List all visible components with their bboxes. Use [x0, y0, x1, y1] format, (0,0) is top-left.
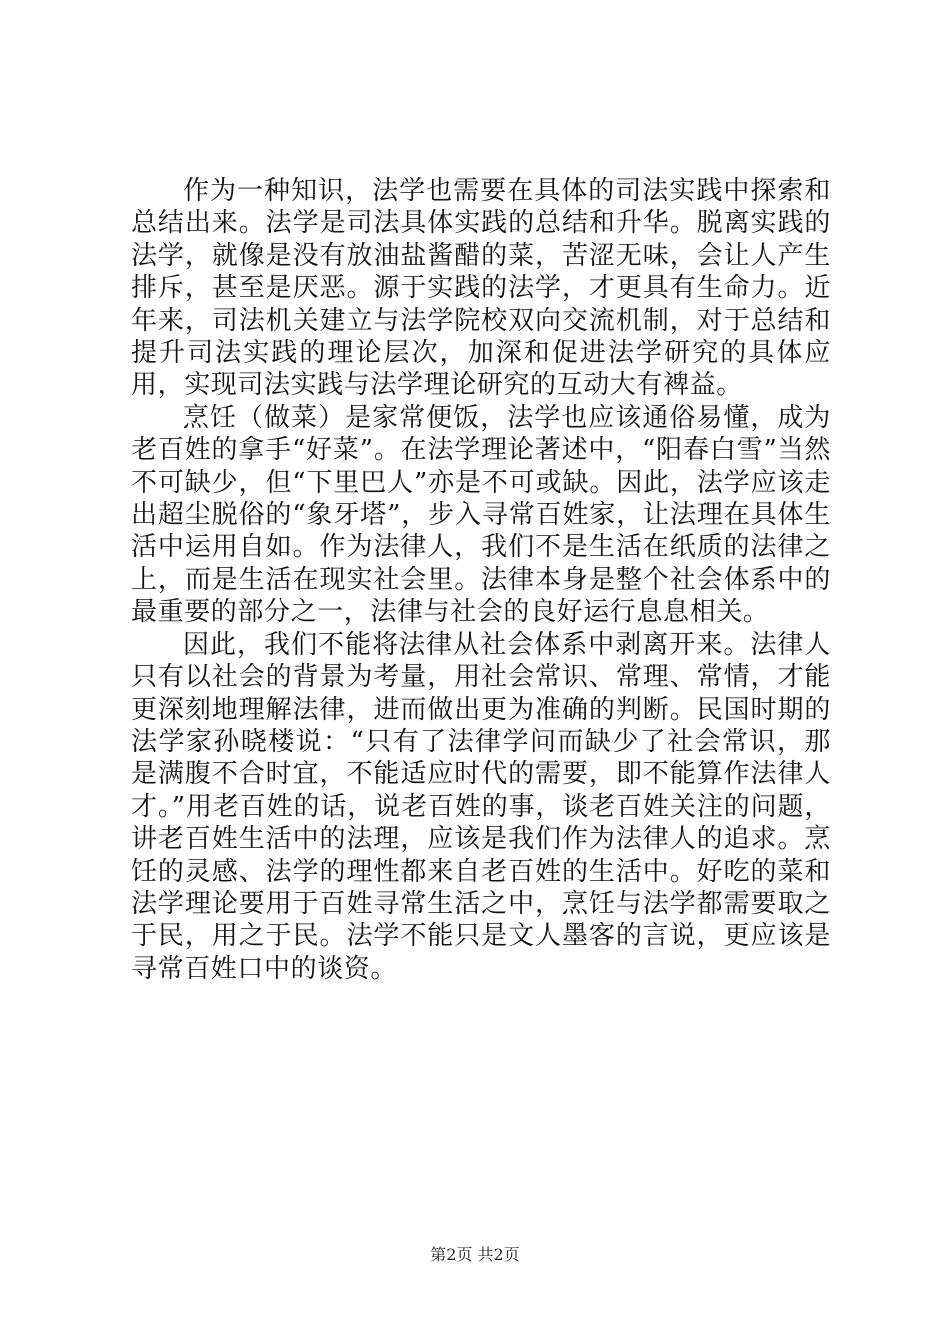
document-body	[131, 175, 831, 985]
page-number-footer: 第2页 共2页	[430, 1245, 520, 1264]
paragraph-2: 烹饪（做菜）是家常便饭，法学也应该通俗易懂，成为老百姓的拿手“好菜”。在法学理论著述中，“阳春白雪”当然不可缺少，但“下里巴人”亦是不可或缺。因此，法学应该走出超尘脱俗的“象牙塔”，步入寻常百姓家，让法理在具体生活中运用自如。作为法律人，我们不是生活在纸质的法律之上，而是生活在现实社会里。法律本身是整个社会体系中的最重要的部分之一，法律与社会的良好运行息息相关。	[131, 402, 831, 628]
paragraph-1: 作为一种知识，法学也需要在具体的司法实践中探索和总结出来。法学是司法具体实践的总结和升华。脱离实践的法学，就像是没有放油盐酱醋的菜，苦涩无味，会让人产生排斥，甚至是厌恶。源于实践的法学，才更具有生命力。近年来，司法机关建立与法学院校双向交流机制，对于总结和提升司法实践的理论层次，加深和促进法学研究的具体应用，实现司法实践与法学理论研究的互动大有裨益。	[131, 176, 831, 401]
paragraph-3: 因此，我们不能将法律从社会体系中剥离开来。法律人只有以社会的背景为考量，用社会常识、常理、常情，才能更深刻地理解法律，进而做出更为准确的判断。民国时期的法学家孙晓楼说：“只有了法律学问而缺少了社会常识，那是满腹不合时宜，不能适应时代的需要，即不能算作法律人才。”用老百姓的话，说老百姓的事，谈老百姓关注的问题，讲老百姓生活中的法理，应该是我们作为法律人的追求。烹饪的灵感、法学的理性都来自老百姓的生活中。好吃的菜和法学理论要用于百姓寻常生活之中，烹饪与法学都需要取之于民，用之于民。法学不能只是文人墨客的言说，更应该是寻常百姓口中的谈资。	[131, 629, 831, 984]
